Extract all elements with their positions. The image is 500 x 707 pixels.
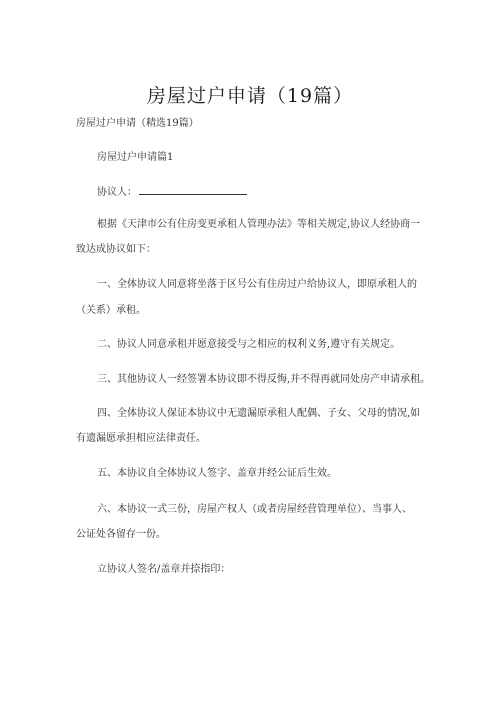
clause-4-line-2: 有遗漏愿承担相应法律责任。 bbox=[76, 433, 206, 444]
clause-4-line-1: 四、全体协议人保证本协议中无遗漏原承租人配偶、子女、父母的情况,如 bbox=[97, 408, 421, 419]
document-title: 房屋过户申请（19篇） bbox=[146, 85, 354, 107]
clause-1-line-1: 一、全体协议人同意将坐落于区号公有住房过户给协议人，即原承租人的 bbox=[97, 279, 417, 290]
agreement-party-label: 协议人： bbox=[97, 187, 137, 198]
clause-2: 二、协议人同意承租并愿意接受与之相应的权利义务,遵守有关规定。 bbox=[97, 339, 401, 350]
section-heading: 房屋过户申请篇1 bbox=[97, 152, 174, 163]
document-subtitle: 房屋过户申请（精选19篇） bbox=[76, 118, 199, 129]
clause-1-line-2: （关系）承租。 bbox=[76, 305, 146, 316]
signature-label: 立协议人签名/盖章并捺指印： bbox=[97, 564, 231, 575]
intro-line-2: 致达成协议如下： bbox=[76, 244, 156, 255]
intro-line-1: 根据《天津市公有住房变更承租人管理办法》等相关规定,协议人经协商一 bbox=[97, 219, 421, 230]
agreement-party-line bbox=[97, 184, 247, 199]
agreement-party-blank bbox=[139, 184, 247, 195]
clause-3: 三、其他协议人一经签署本协议即不得反悔,并不得再就同处房产申请承租。 bbox=[97, 374, 431, 385]
clause-6-line-2: 公证处各留存一份。 bbox=[76, 529, 166, 540]
clause-6-line-1: 六、本协议一式三份，房屋产权人（或者房屋经营管理单位）、当事人、 bbox=[97, 504, 412, 515]
clause-5: 五、本协议自全体协议人签字、盖章并经公证后生效。 bbox=[97, 468, 337, 479]
